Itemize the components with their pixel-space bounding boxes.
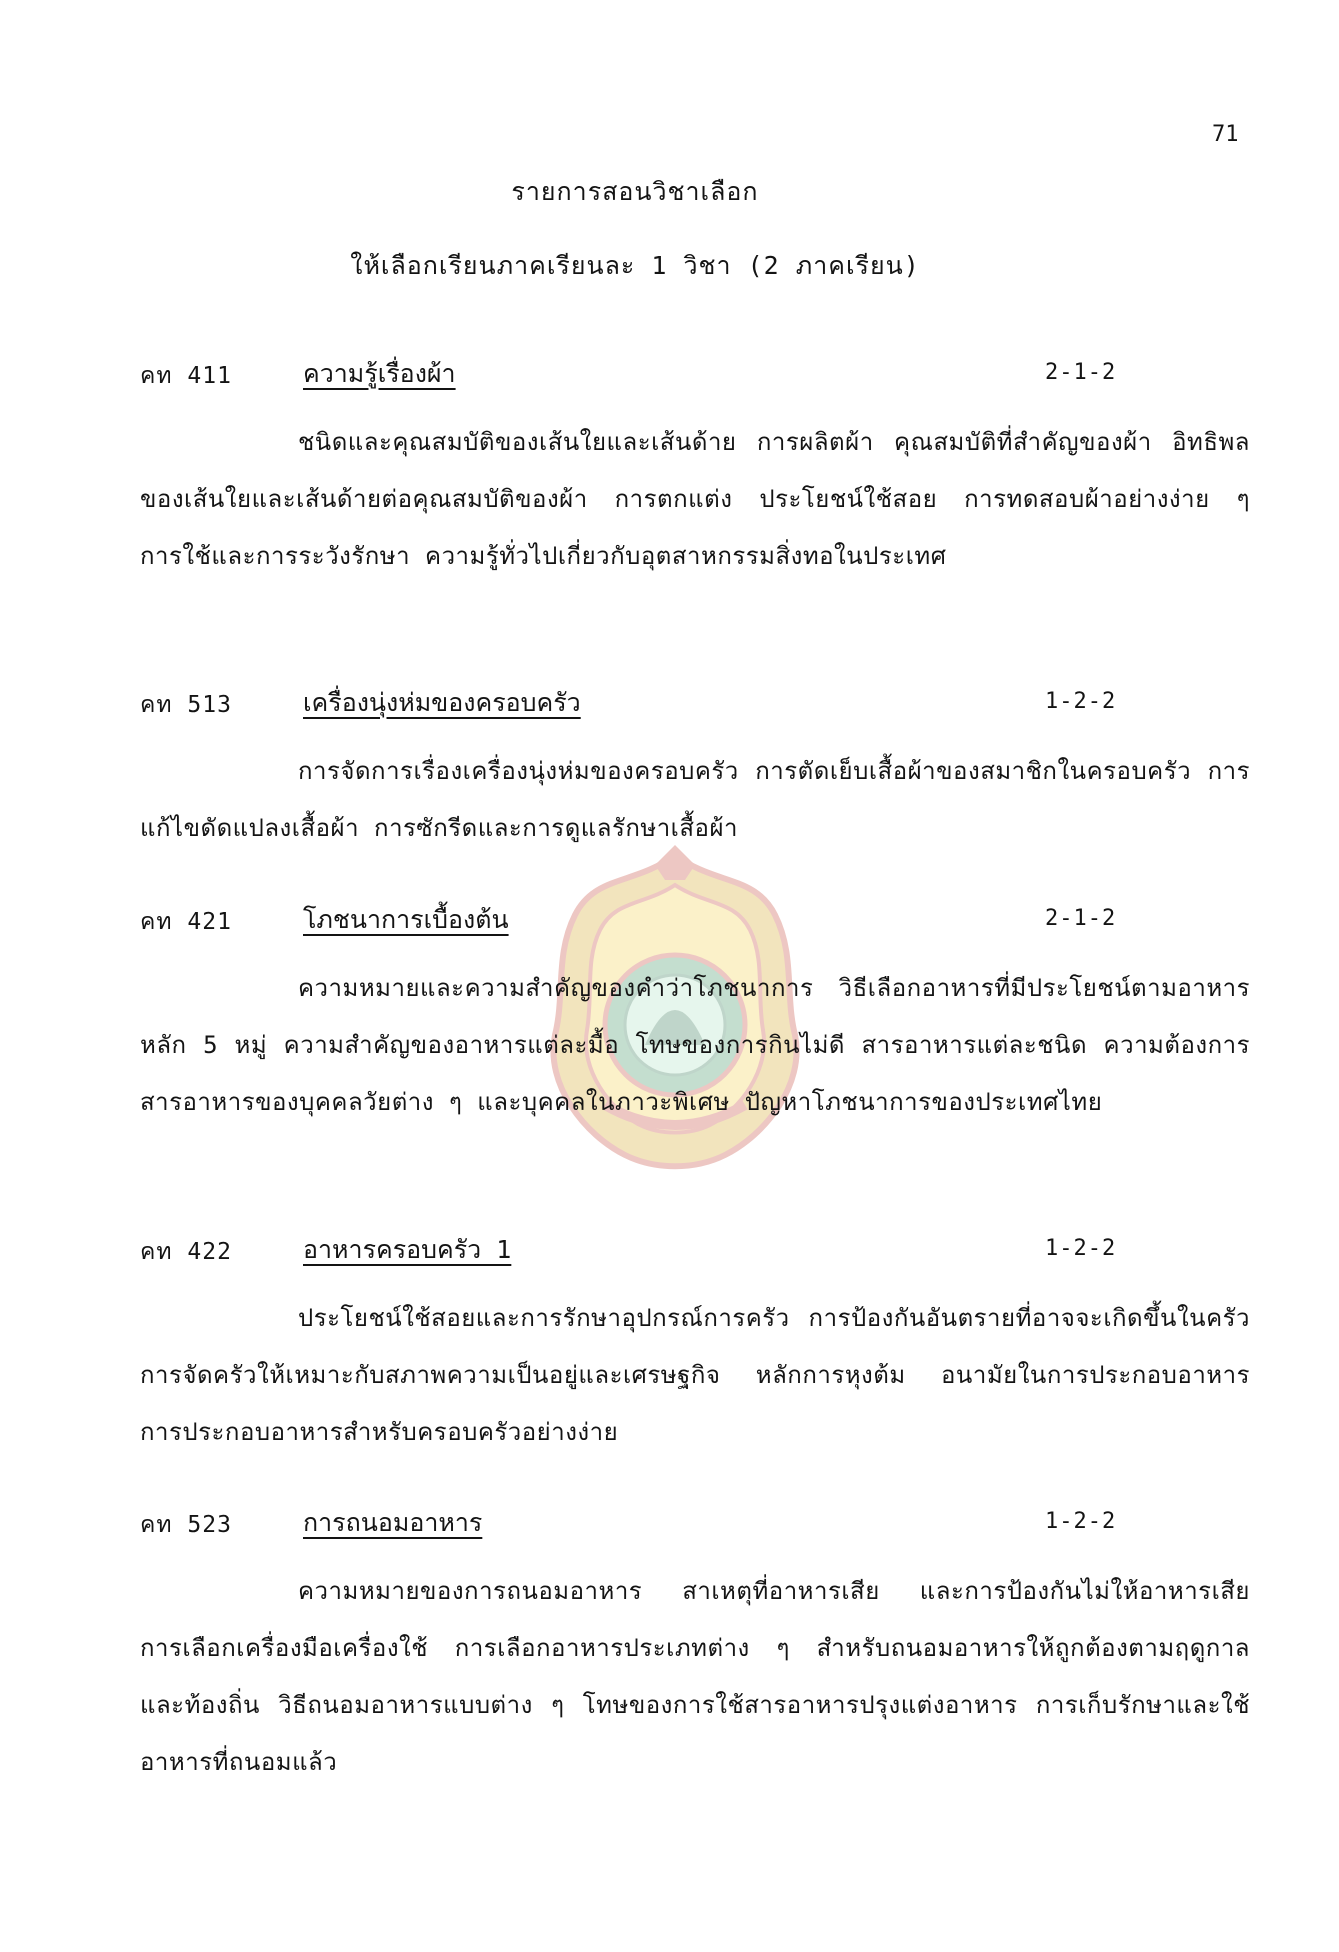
course-code: คท 422 bbox=[140, 1239, 232, 1265]
page-number: 71 bbox=[1212, 122, 1239, 147]
course-credits: 1-2-2 bbox=[1045, 689, 1117, 714]
course-credits: 2-1-2 bbox=[1045, 906, 1117, 931]
course-name: เครื่องนุ่งห่มของครอบครัว bbox=[303, 688, 581, 717]
page-title: รายการสอนวิชาเลือก bbox=[511, 177, 759, 206]
course-credits: 1-2-2 bbox=[1045, 1509, 1117, 1534]
course-credits: 2-1-2 bbox=[1045, 360, 1117, 385]
course-code: คท 523 bbox=[140, 1512, 232, 1538]
course-description: ความหมายของการถนอมอาหาร สาเหตุที่อาหารเสีย และการป้องกันไม่ให้อาหารเสีย การเลือกเครื่องมือเครื่องใช้ การเลือกอาหารประเภทต่าง ๆ สำหรับถนอมอาหารให้ถูกต้องตามฤดูกาลและท้องถิ่น วิธีถนอมอาหารแบบต่าง ๆ โทษของการใช้สารอาหารปรุงแต่งอาหาร การเก็บรักษาและใช้อาหารที่ถนอมแล้ว bbox=[140, 1577, 1250, 1776]
course-credits: 1-2-2 bbox=[1045, 1236, 1117, 1261]
course-description: การจัดการเรื่องเครื่องนุ่งห่มของครอบครัว การตัดเย็บเสื้อผ้าของสมาชิกในครอบครัว การแก้ไขดัดแปลงเสื้อผ้า การซักรีดและการดูแลรักษาเสื้อผ้า bbox=[140, 757, 1250, 842]
course-description: ประโยชน์ใช้สอยและการรักษาอุปกรณ์การครัว การป้องกันอันตรายที่อาจจะเกิดขึ้นในครัว การจัดครัวให้เหมาะกับสภาพความเป็นอยู่และเศรษฐกิจ หลักการหุงต้ม อนามัยในการประกอบอาหาร การประกอบอาหารสำหรับครอบครัวอย่างง่าย bbox=[140, 1304, 1250, 1446]
course-code: คท 513 bbox=[140, 692, 232, 718]
course-header bbox=[0, 683, 1339, 723]
course-header bbox=[0, 900, 1339, 940]
course-description: ความหมายและความสำคัญของคำว่าโภชนาการ วิธีเลือกอาหารที่มีประโยชน์ตามอาหารหลัก 5 หมู่ ความสำคัญของอาหารแต่ละมื้อ โทษของการกินไม่ดี สารอาหารแต่ละชนิด ความต้องการสารอาหารของบุคคลวัยต่าง ๆ และบุคคลในภาวะพิเศษ ปัญหาโภชนาการของประเทศไทย bbox=[140, 974, 1250, 1116]
course-name: ความรู้เรื่องผ้า bbox=[303, 359, 456, 388]
course-code: คท 411 bbox=[140, 363, 232, 389]
course-name: การถนอมอาหาร bbox=[303, 1508, 483, 1537]
course-name: โภชนาการเบื้องต้น bbox=[303, 905, 509, 934]
course-code: คท 421 bbox=[140, 909, 232, 935]
course-header bbox=[0, 354, 1339, 394]
course-header bbox=[0, 1230, 1339, 1270]
course-description: ชนิดและคุณสมบัติของเส้นใยและเส้นด้าย การผลิตผ้า คุณสมบัติที่สำคัญของผ้า อิทธิพลของเส้นใยและเส้นด้ายต่อคุณสมบัติของผ้า การตกแต่ง ประโยชน์ใช้สอย การทดสอบผ้าอย่างง่าย ๆ การใช้และการระวังรักษา ความรู้ทั่วไปเกี่ยวกับอุตสาหกรรมสิ่งทอในประเทศ bbox=[140, 428, 1250, 570]
page-subtitle: ให้เลือกเรียนภาคเรียนละ 1 วิชา (2 ภาคเรียน) bbox=[350, 251, 920, 280]
course-name: อาหารครอบครัว 1 bbox=[303, 1235, 512, 1264]
course-header bbox=[0, 1503, 1339, 1543]
